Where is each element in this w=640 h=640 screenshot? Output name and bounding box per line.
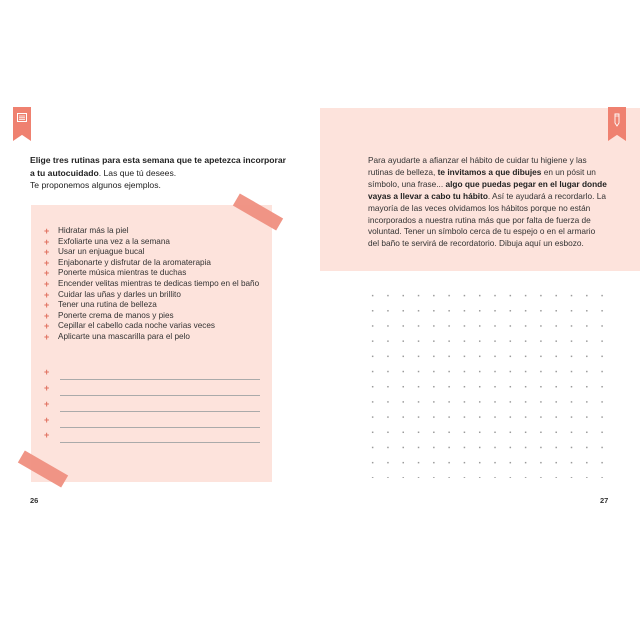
- plus-icon: +: [44, 415, 50, 425]
- plus-icon: +: [44, 300, 50, 311]
- list-item: + Usar un enjuague bucal: [44, 247, 145, 258]
- list-item: + Exfoliarte una vez a la semana: [44, 236, 170, 247]
- dot-grid-drawing-area[interactable]: [365, 288, 610, 478]
- bookmark-tab-left: [13, 107, 31, 141]
- list-item: + Hidratar más la piel: [44, 226, 129, 236]
- plus-icon: +: [44, 367, 50, 377]
- plus-icon: +: [44, 247, 50, 258]
- intro-text: [30, 154, 290, 192]
- page-number-right: 27: [600, 496, 609, 505]
- blank-line-5[interactable]: [44, 431, 260, 445]
- plus-icon: +: [44, 268, 50, 279]
- intro-rest: . Las que tú desees.: [98, 167, 177, 178]
- list-icon: [17, 113, 27, 122]
- intro-line2: Te proponemos algunos ejemplos.: [30, 180, 161, 190]
- list-item: + Encender velitas mientras te dedicas tiempo en el baño: [44, 278, 260, 289]
- plus-icon: +: [44, 257, 50, 268]
- pencil-icon: [614, 113, 620, 127]
- list-item: + Cuidar las uñas y darles un brillito: [44, 289, 181, 300]
- list-item: + Tener una rutina de belleza: [44, 300, 157, 311]
- list-item: + Enjabonarte y disfrutar de la aromaterapia: [44, 257, 211, 268]
- page-number-left: 26: [30, 496, 39, 505]
- plus-icon: +: [44, 289, 50, 300]
- blank-line-1[interactable]: [44, 368, 260, 382]
- list-item: + Ponerte música mientras te duchas: [44, 268, 187, 279]
- plus-icon: +: [44, 236, 50, 247]
- plus-icon: +: [44, 321, 50, 332]
- list-item: + Aplicarte una mascarilla para el pelo: [44, 331, 190, 342]
- plus-icon: +: [44, 310, 50, 321]
- list-item: + Cepillar el cabello cada noche varias veces: [44, 321, 216, 332]
- plus-icon: +: [44, 399, 50, 409]
- plus-icon: +: [44, 278, 50, 289]
- blank-line-4[interactable]: [44, 416, 260, 430]
- blank-line-3[interactable]: [44, 400, 260, 414]
- instruction-text: Para ayudarte a afianzar el hábito de cuidar tu higiene y las rutinas de belleza, te invitamos a que dibujes en un pósit un símbolo, una frase... algo que puedas pegar en el lugar donde vayas a llevar a cabo tu hábito. Así te ayudará a recordarlo. La mayoría de las veces olvidamos los hábitos porque no están incorporados a nuestra rutina más que por falta de fuerza de voluntad. Tener un símbolo cerca de tu espejo o en el armario del baño te servirá de recordatorio. Dibuja aquí un esbozo.: [368, 155, 607, 249]
- plus-icon: +: [44, 226, 50, 236]
- routine-list: [44, 226, 264, 343]
- plus-icon: +: [44, 430, 50, 440]
- plus-icon: +: [44, 383, 50, 393]
- list-item: + Ponerte crema de manos y pies: [44, 310, 174, 321]
- intro-bold: Elige tres rutinas para esta semana que te apetezca incorporar a tu autocuidado: [30, 155, 287, 178]
- plus-icon: +: [44, 331, 50, 342]
- blank-line-2[interactable]: [44, 384, 260, 398]
